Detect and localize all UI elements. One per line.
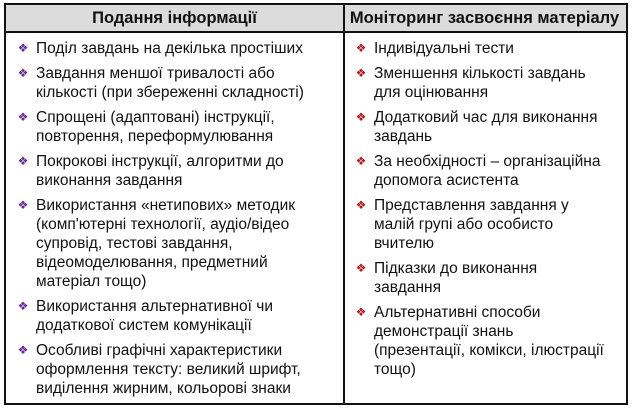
diamond-bullet-icon: ❖ [355, 261, 367, 275]
left-list-item [14, 39, 340, 58]
diamond-bullet-icon: ❖ [355, 66, 367, 80]
right-item-text: За необхідності – організаційна допомога асистента [374, 153, 601, 189]
left-list-item [14, 341, 340, 398]
left-item-text: Спрощені (адаптовані) інструкції, повторення, переформулювання [36, 109, 275, 145]
diamond-bullet-icon: ❖ [17, 198, 29, 212]
left-list-item [14, 196, 340, 291]
left-item-text: Завдання меншої тривалості або кількості (при збереженні складності) [36, 65, 304, 101]
right-list-item [352, 303, 624, 379]
left-item-text: Поділ завдань на декілька простіших [36, 40, 303, 57]
right-item-text: Підказки до виконання завдання [374, 260, 538, 296]
right-item-text: Зменшення кількості завдань для оцінювання [374, 65, 586, 101]
diamond-bullet-icon: ❖ [355, 305, 367, 319]
diamond-bullet-icon: ❖ [17, 299, 29, 313]
diamond-bullet-icon: ❖ [17, 110, 29, 124]
right-list-item [352, 196, 624, 253]
header-information-presentation: Подання інформації [6, 5, 343, 33]
right-column-list [352, 39, 624, 385]
left-list-item [14, 64, 340, 102]
column-divider [343, 5, 345, 403]
right-item-text: Представлення завдання у малій групі або особисто вчителю [374, 197, 569, 252]
left-list-item [14, 152, 340, 190]
left-item-text: Особливі графічні характеристики оформлення тексту: великий шрифт, виділення жирним, кольорові знаки [36, 342, 301, 397]
left-list-item [14, 108, 340, 146]
right-item-text: Індивідуальні тести [374, 40, 514, 57]
right-list-item [352, 152, 624, 190]
diamond-bullet-icon: ❖ [355, 110, 367, 124]
left-item-text: Покрокові інструкції, алгоритми до виконання завдання [36, 153, 284, 189]
diamond-bullet-icon: ❖ [17, 41, 29, 55]
right-list-item [352, 64, 624, 102]
right-list-item [352, 108, 624, 146]
right-list-item [352, 259, 624, 297]
diamond-bullet-icon: ❖ [355, 154, 367, 168]
left-list-item [14, 297, 340, 335]
right-list-item [352, 39, 624, 58]
diamond-bullet-icon: ❖ [17, 343, 29, 357]
diamond-bullet-icon: ❖ [17, 154, 29, 168]
header-learning-monitoring: Моніторинг засвоєння матеріалу [343, 5, 626, 33]
diamond-bullet-icon: ❖ [17, 66, 29, 80]
diamond-bullet-icon: ❖ [355, 41, 367, 55]
comparison-table [4, 3, 628, 405]
right-item-text: Додатковий час для виконання завдань [374, 109, 598, 145]
right-item-text: Альтернативні способи демонстрації знань (презентації, комікси, ілюстрації тощо) [374, 304, 604, 378]
left-item-text: Використання «нетипових» методик (комп'ютерні технології, аудіо/відео супровід, тестові завдання, відеомоделювання, предметний матеріал тощо) [36, 197, 296, 290]
left-item-text: Використання альтернативної чи додаткової систем комунікації [36, 298, 274, 334]
left-column-list [14, 39, 340, 404]
diamond-bullet-icon: ❖ [355, 198, 367, 212]
